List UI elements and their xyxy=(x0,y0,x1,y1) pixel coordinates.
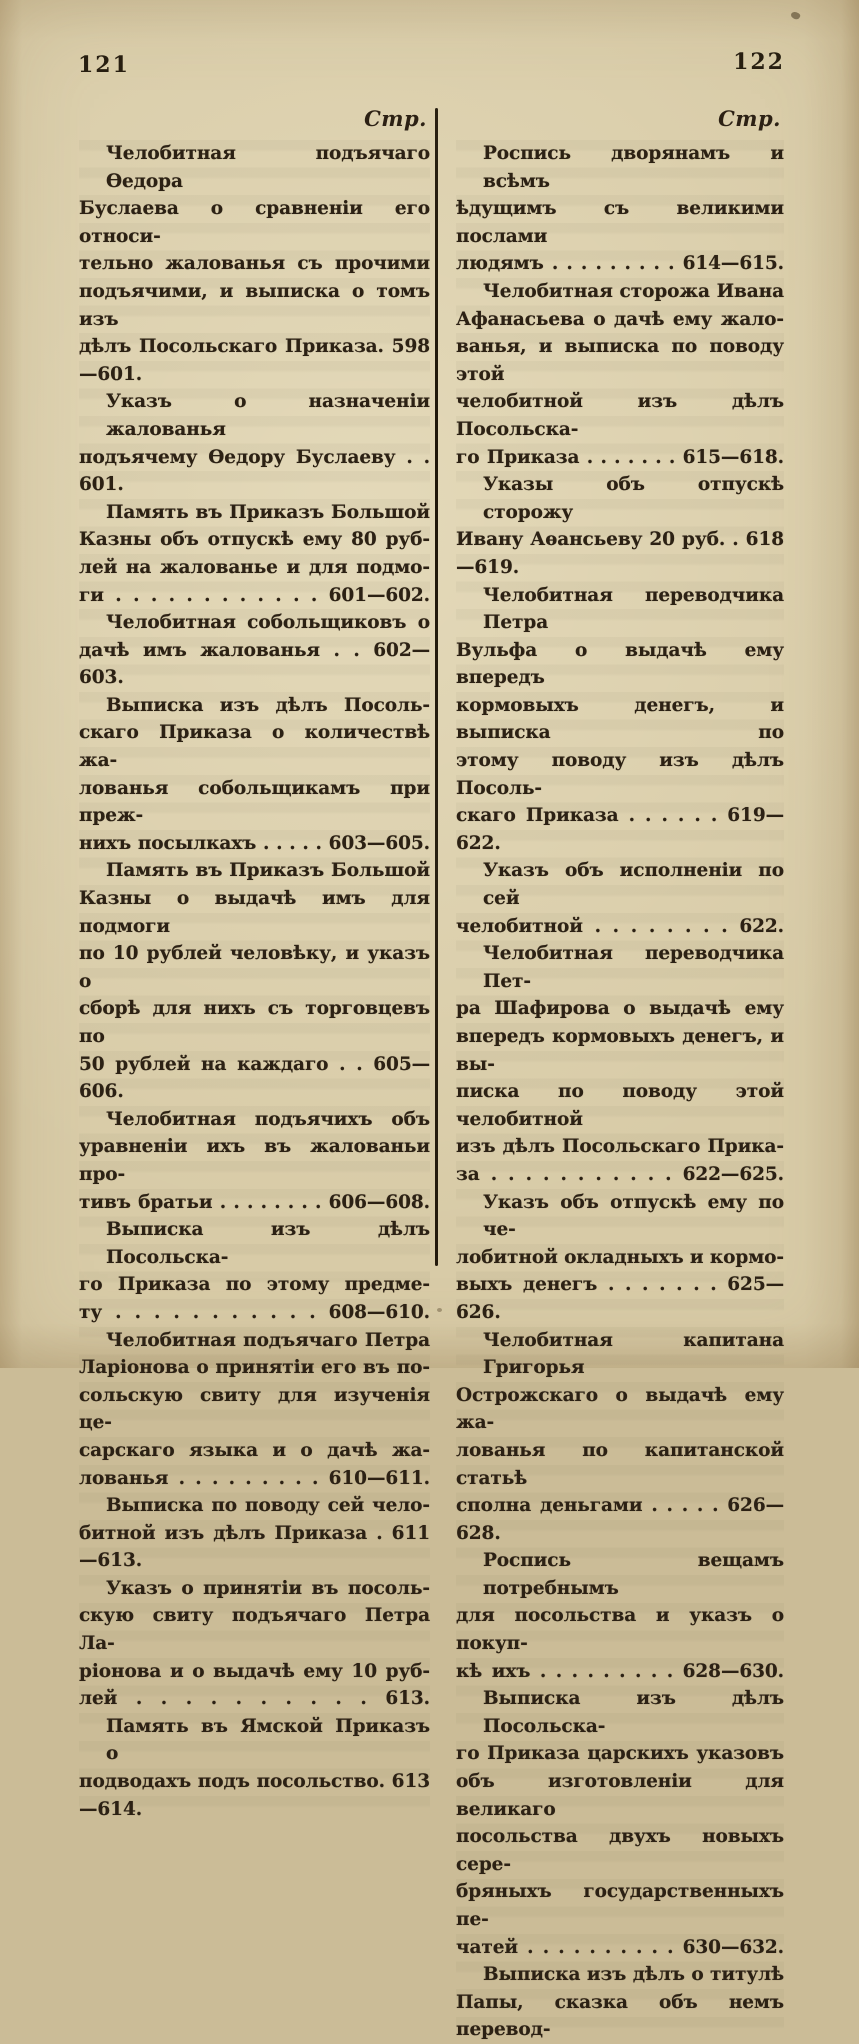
toc-line: 50 рублей на каждаго . . 605—606. xyxy=(79,1053,430,1103)
toc-line: Челобитная собольщиковъ о xyxy=(106,612,430,634)
column-divider-rule xyxy=(435,108,438,1266)
toc-entry xyxy=(79,1216,430,1326)
toc-line: лей . . . . . . . . . . 613. xyxy=(79,1688,430,1710)
toc-entry xyxy=(456,140,784,278)
toc-line: людямъ . . . . . . . . . 614—615. xyxy=(456,253,784,275)
toc-line: лей на жалованье и для подмо- xyxy=(79,556,430,578)
toc-line: тивъ братьи . . . . . . . . 606—608. xyxy=(79,1191,430,1213)
toc-line: выхъ денегъ . . . . . . . 625—626. xyxy=(456,1274,784,1323)
toc-line: Вульфа о выдачѣ ему впередъ xyxy=(456,639,784,689)
toc-entry xyxy=(79,499,430,609)
toc-line: лованья по капитанской статьѣ xyxy=(456,1439,784,1489)
toc-line: ѣдущимъ съ великими послами xyxy=(456,198,784,247)
toc-line: Ларіонова о принятіи его въ по- xyxy=(79,1357,430,1379)
toc-entry xyxy=(79,609,430,692)
toc-entry xyxy=(456,940,784,1188)
toc-entry xyxy=(456,1189,784,1327)
toc-entry xyxy=(79,692,430,858)
toc-line: Выписка изъ дѣлъ Посоль- xyxy=(106,694,430,716)
toc-line: Выписка изъ дѣлъ Посольска- xyxy=(106,1219,430,1268)
toc-line: изъ дѣлъ Посольскаго Прика- xyxy=(456,1136,784,1158)
page-number-left: 121 xyxy=(78,52,130,78)
toc-entries-left xyxy=(79,140,430,1823)
toc-line: дачѣ имъ жалованья . . 602—603. xyxy=(79,639,430,689)
toc-line: Указъ о принятіи въ посоль- xyxy=(106,1577,430,1599)
toc-line: Указъ объ исполненіи по сей xyxy=(483,860,784,910)
toc-entries-right xyxy=(456,140,784,2044)
toc-line: Челобитная капитана Григорья xyxy=(483,1329,784,1379)
toc-line: по 10 рублей человѣку, и указъ о xyxy=(79,943,430,992)
toc-line: Роспись дворянамъ и всѣмъ xyxy=(483,143,784,192)
toc-entry xyxy=(456,278,784,471)
ink-speck xyxy=(790,10,801,21)
toc-entry xyxy=(79,1575,430,1713)
toc-line: го Приказа . . . . . . . 615—618. xyxy=(456,446,784,468)
toc-line: объ изготовленіи для великаго xyxy=(456,1771,784,1820)
toc-line: писка по поводу этой челобитной xyxy=(456,1081,784,1130)
toc-line: чатей . . . . . . . . . . 630—632. xyxy=(456,1936,784,1958)
toc-line: го Приказа царскихъ указовъ xyxy=(456,1743,784,1765)
toc-line: Казны объ отпускѣ ему 80 руб- xyxy=(79,529,430,551)
toc-entry xyxy=(79,140,430,388)
toc-line: лобитной окладныхъ и кормо- xyxy=(456,1246,784,1268)
toc-line: Папы, сказка объ немъ перевод- xyxy=(456,1991,784,2041)
toc-line: впередъ кормовыхъ денегъ, и вы- xyxy=(456,1026,784,1075)
toc-line: Острожскаго о выдачѣ ему жа- xyxy=(456,1384,784,1434)
toc-entry xyxy=(79,1492,430,1575)
toc-line: Выписка изъ дѣлъ о титулѣ xyxy=(483,1964,784,1986)
toc-line: кѣ ихъ . . . . . . . . . 628—630. xyxy=(456,1660,784,1682)
toc-line: посольства двухъ новыхъ сере- xyxy=(456,1826,784,1875)
toc-line: Буслаева о сравненіи его относи- xyxy=(79,198,430,247)
toc-line: Челобитная переводчика Пет- xyxy=(483,943,784,992)
toc-line: для посольства и указъ о покуп- xyxy=(456,1605,784,1655)
toc-entry xyxy=(79,857,430,1105)
toc-line: лованья . . . . . . . . . 610—611. xyxy=(79,1467,430,1489)
toc-line: Указы объ отпускѣ сторожу xyxy=(483,474,784,523)
toc-entry xyxy=(79,1106,430,1216)
toc-line: Афанасьева о дачѣ ему жало- xyxy=(456,308,784,330)
toc-line: ра Шафирова о выдачѣ ему xyxy=(456,998,784,1020)
toc-line: уравненіи ихъ въ жалованьи про- xyxy=(79,1136,430,1185)
toc-line: Ивану Аѳансьеву 20 руб. . 618—619. xyxy=(456,529,784,578)
toc-line: Челобитная подъячихъ объ xyxy=(106,1108,430,1130)
toc-entry xyxy=(456,1685,784,1961)
toc-line: сполна деньгами . . . . . 626—628. xyxy=(456,1495,784,1544)
toc-line: Челобитная подъячаго Ѳедора xyxy=(106,143,430,192)
toc-line: Роспись вещамъ потребнымъ xyxy=(483,1550,784,1599)
toc-line: Челобитная подъячаго Петра xyxy=(106,1329,430,1351)
toc-line: го Приказа по этому предме- xyxy=(79,1274,430,1296)
toc-line: Память въ Приказъ Большой xyxy=(106,860,430,882)
toc-entry xyxy=(79,1327,430,1493)
ink-speck xyxy=(437,1308,442,1312)
toc-entry xyxy=(456,582,784,858)
toc-line: Выписка изъ дѣлъ Посольска- xyxy=(483,1688,784,1737)
toc-line: скую свиту подъячаго Петра Ла- xyxy=(79,1605,430,1655)
toc-entry xyxy=(456,1327,784,1548)
toc-line: ванья, и выписка по поводу этой xyxy=(456,336,784,385)
toc-line: битной изъ дѣлъ Приказа . 611—613. xyxy=(79,1522,430,1572)
toc-line: Память въ Приказъ Большой xyxy=(106,501,430,523)
toc-line: скаго Приказа о количествѣ жа- xyxy=(79,722,430,772)
toc-line: сольскую свиту для изученія це- xyxy=(79,1384,430,1434)
toc-entry xyxy=(456,471,784,581)
toc-entry xyxy=(79,1713,430,1823)
toc-line: лованья собольщикамъ при преж- xyxy=(79,777,430,827)
toc-line: этому поводу изъ дѣлъ Посоль- xyxy=(456,750,784,799)
toc-line: сарскаго языка и о дачѣ жа- xyxy=(79,1439,430,1461)
toc-line: скаго Приказа . . . . . . 619—622. xyxy=(456,805,784,854)
toc-line: бряныхъ государственныхъ пе- xyxy=(456,1881,784,1930)
toc-line: ги . . . . . . . . . . . . 601—602. xyxy=(79,584,430,606)
column-header-page-abbrev: Стр. xyxy=(718,106,781,131)
toc-column-right xyxy=(456,104,784,2044)
toc-line: Указъ объ отпускѣ ему по че- xyxy=(483,1191,784,1241)
toc-line: подводахъ подъ посольство. 613—614. xyxy=(79,1771,430,1820)
toc-entry xyxy=(456,1961,784,2044)
toc-entry xyxy=(456,1547,784,1685)
toc-column-left xyxy=(79,104,430,1823)
column-header-page-abbrev: Стр. xyxy=(364,106,427,131)
toc-line: ріонова и о выдачѣ ему 10 руб- xyxy=(79,1660,430,1682)
toc-line: дѣлъ Посольскаго Приказа. 598—601. xyxy=(79,336,430,385)
toc-line: Выписка по поводу сей чело- xyxy=(106,1495,430,1517)
toc-line: челобитной . . . . . . . . 622. xyxy=(456,915,784,937)
page-number-right: 122 xyxy=(733,49,785,75)
toc-entry xyxy=(456,857,784,940)
toc-entry xyxy=(79,388,430,498)
toc-line: нихъ посылкахъ . . . . . 603—605. xyxy=(79,832,430,854)
toc-line: кормовыхъ денегъ, и выписка по xyxy=(456,694,784,744)
toc-line: Указъ о назначеніи жалованья xyxy=(106,391,430,440)
toc-line: тельно жалованья съ прочими xyxy=(79,253,430,275)
toc-line: челобитной изъ дѣлъ Посольска- xyxy=(456,391,784,440)
toc-line: ту . . . . . . . . . . . 608—610. xyxy=(79,1301,430,1323)
toc-line: Челобитная сторожа Ивана xyxy=(483,280,784,302)
toc-line: сборѣ для нихъ съ торговцевъ по xyxy=(79,998,430,1047)
toc-line: Память въ Ямской Приказъ о xyxy=(106,1715,430,1765)
toc-line: подъячими, и выписка о томъ изъ xyxy=(79,280,430,330)
toc-line: Челобитная переводчика Петра xyxy=(483,584,784,634)
toc-line: за . . . . . . . . . . . 622—625. xyxy=(456,1163,784,1185)
toc-line: Казны о выдачѣ имъ для подмоги xyxy=(79,888,430,937)
toc-line: подъячему Ѳедору Буслаеву . . 601. xyxy=(79,446,430,496)
